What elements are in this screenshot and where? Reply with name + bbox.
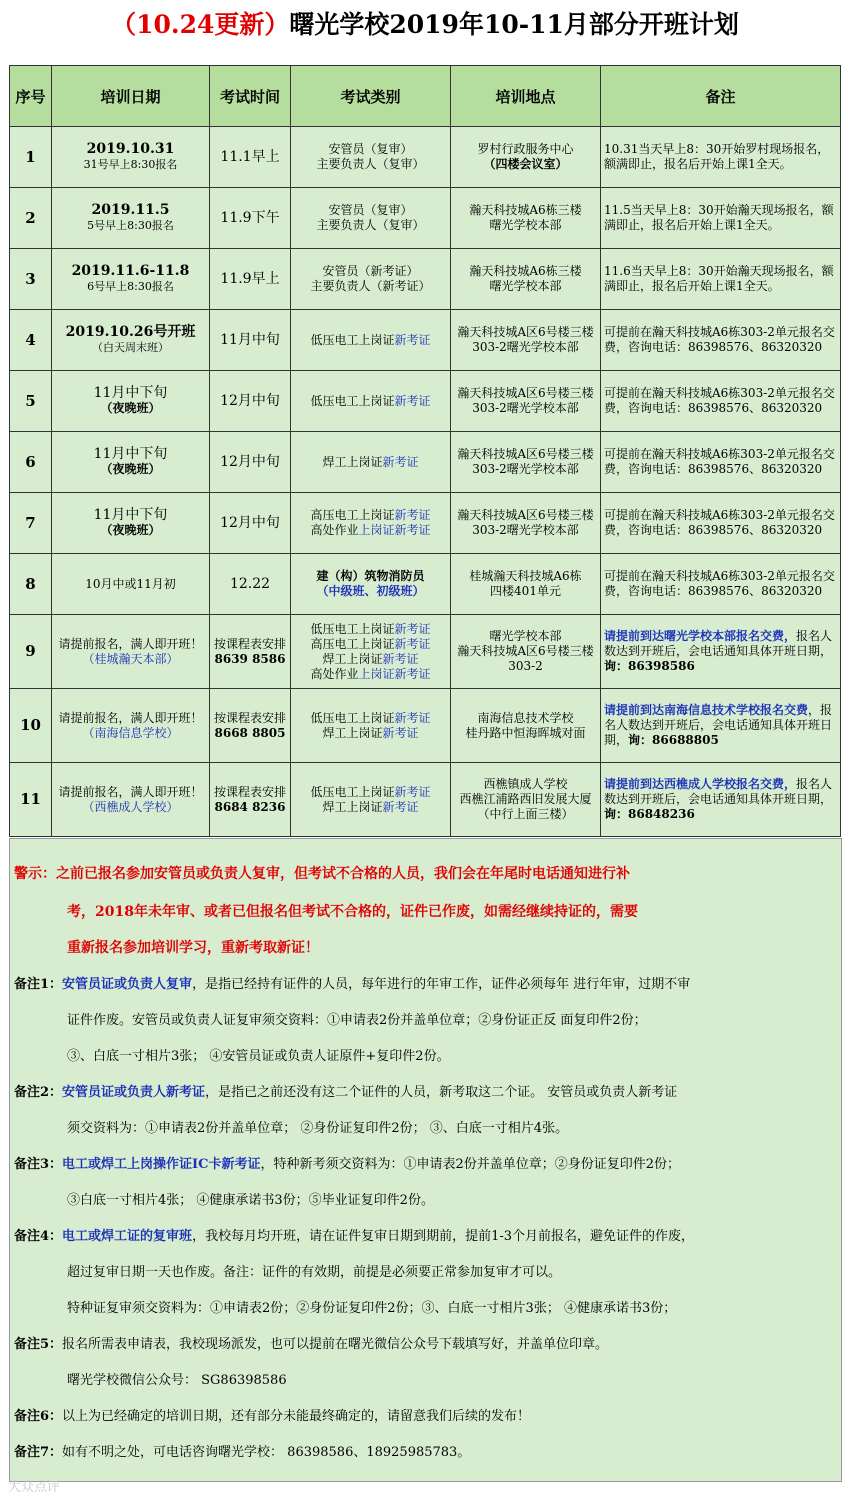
table-row: [10, 249, 841, 310]
row-category: [291, 310, 451, 371]
category-line: [294, 667, 447, 682]
row-exam: 12月中旬: [210, 371, 291, 432]
row-note: [601, 763, 841, 837]
remark-text: ，是指已之前还没有这二个证件的人员，新考取这二个证。 安管员或负责人新考证: [205, 1085, 678, 1100]
date-sub: （西樵成人学校）: [82, 799, 179, 814]
category-highlight: 新考证: [394, 710, 431, 725]
location-line: 瀚天科技城A6栋三楼: [469, 264, 582, 278]
table-header-row: [10, 66, 841, 127]
location-line: 曙光学校本部: [489, 279, 562, 293]
row-note: 可提前在瀚天科技城A6栋303-2单元报名交费，咨询电话：86398576、86320320: [601, 493, 841, 554]
row-exam: 11.1早上: [210, 127, 291, 188]
table-row: [10, 188, 841, 249]
remark-label: 备注3：: [14, 1157, 63, 1172]
category-text: 焊工上岗证: [322, 651, 383, 666]
row-location: [451, 249, 601, 310]
schedule-table: [9, 65, 841, 837]
category-highlight: 新考证: [394, 393, 431, 408]
location-line: （中行上面三楼）: [477, 807, 574, 821]
category-line: [294, 726, 447, 741]
note-text: 报名人数达到开班后，会电话通知具体开班日期，: [604, 629, 833, 658]
category-line: [294, 711, 447, 726]
row-date: [52, 188, 210, 249]
category-text: 焊工上岗证: [322, 799, 383, 814]
location-line: 303-2曙光学校本部: [472, 462, 579, 476]
location-line: （四楼会议室）: [483, 157, 568, 171]
category-text: 高处作业: [310, 523, 359, 537]
remark-highlight: 安管员证或负责人新考证: [62, 1085, 206, 1100]
remark-3-line-2: ③白底一寸相片4张； ④健康承诺书3份；⑤毕业证复印件2份。: [67, 1193, 434, 1208]
remark-text: ，是指已经持有证件的人员，每年进行的年审工作，证件必须每年 进行年审，过期不审: [192, 977, 691, 992]
category-highlight: 新考证: [382, 725, 419, 740]
wechat-account: 曙光学校微信公众号： SG86398586: [67, 1373, 287, 1388]
note-text: 报名人数达到开班后，会电话通知具体开班日期，: [604, 777, 833, 806]
category-text: 低压电工上岗证: [310, 710, 395, 725]
category-highlight: 新考证: [394, 636, 431, 651]
date-sub: （桂城瀚天本部）: [82, 651, 179, 666]
row-category: [291, 615, 451, 689]
remark-5: [14, 1333, 837, 1352]
location-line: 瀚天科技城A区6号楼三楼: [457, 386, 594, 400]
row-date: [52, 689, 210, 763]
table-row: [10, 689, 841, 763]
category-text: 高处作业: [310, 666, 359, 681]
row-seq: 8: [10, 554, 52, 615]
remark-highlight: 电工或焊工证的复审班: [62, 1229, 193, 1244]
row-seq: 4: [10, 310, 52, 371]
category-line: 安管员（复审）: [328, 142, 413, 156]
category-highlight: 新考证: [394, 508, 431, 522]
row-seq: 3: [10, 249, 52, 310]
row-location: [451, 554, 601, 615]
remark-text: ，特种新考须交资料为：①申请表2份并盖单位章；②身份证复印件2份；: [260, 1157, 681, 1172]
remark-text: 以上为已经确定的培训日期，还有部分未能最终确定的，请留意我们后续的发布！: [62, 1409, 531, 1424]
row-note: 可提前在瀚天科技城A6栋303-2单元报名交费，咨询电话：86398576、86320320: [601, 310, 841, 371]
location-line: 桂城瀚天科技城A6栋: [469, 569, 582, 583]
row-location: [451, 615, 601, 689]
row-category: [291, 493, 451, 554]
date-main: 11月中下旬: [93, 507, 168, 523]
row-location: [451, 127, 601, 188]
location-line: 瀚天科技城A区6号楼三楼: [457, 508, 594, 522]
category-line: （中级班、初级班）: [316, 584, 425, 598]
date-main: 2019.11.5: [91, 202, 170, 218]
row-seq: 10: [10, 689, 52, 763]
header-category: 考试类别: [291, 66, 451, 127]
watermark: 大众点评: [8, 1480, 61, 1495]
exam-phone: 8684 8236: [214, 799, 286, 814]
location-line: 西樵镇成人学校: [483, 777, 568, 791]
row-note: 可提前在瀚天科技城A6栋303-2单元报名交费，咨询电话：86398576、86320320: [601, 432, 841, 493]
note-phone: 询：86848236: [604, 807, 695, 821]
row-category: [291, 763, 451, 837]
row-note: 11.6当天早上8：30开始瀚天现场报名，额满即止，报名后开始上课1全天。: [601, 249, 841, 310]
row-date: [52, 310, 210, 371]
exam-text: 按课程表安排: [213, 710, 286, 725]
remark-1: [14, 973, 837, 992]
row-exam: 11月中旬: [210, 310, 291, 371]
remark-text: 如有不明之处，可电话咨询曙光学校： 86398586、18925985783。: [62, 1445, 471, 1460]
row-date: [52, 127, 210, 188]
date-sub: 31号早上8:30报名: [83, 158, 178, 171]
category-line: 建（构）筑物消防员: [316, 569, 425, 583]
date-main: 请提前报名，满人即开班！: [58, 636, 203, 651]
header-date: 培训日期: [52, 66, 210, 127]
date-sub: （夜晚班）: [100, 462, 161, 476]
row-note: 11.5当天早上8：30开始瀚天现场报名，额满即止，报名后开始上课1全天。: [601, 188, 841, 249]
category-line: [294, 637, 447, 652]
date-main: 10月中或11月初: [85, 576, 176, 591]
header-seq: 序号: [10, 66, 52, 127]
header-location: 培训地点: [451, 66, 601, 127]
remark-label: 备注1：: [14, 977, 63, 992]
category-line: 主要负责人（复审）: [316, 218, 425, 232]
note-highlight: 请提前到达曙光学校本部报名交费，: [604, 629, 797, 643]
category-line: 主要负责人（新考证）: [310, 279, 431, 293]
location-line: 罗村行政服务中心: [477, 142, 574, 156]
category-text: 低压电工上岗证: [310, 621, 395, 636]
category-highlight: 新考证: [382, 651, 419, 666]
row-seq: 11: [10, 763, 52, 837]
remark-4-line-3: 特种证复审须交资料为：①申请表2份；②身份证复印件2份；③、白底一寸相片3张； ④健康承诺书3份；: [67, 1301, 677, 1316]
exam-text: 按课程表安排: [213, 784, 286, 799]
category-highlight: 上岗证新考证: [358, 666, 431, 681]
date-sub: （夜晚班）: [100, 523, 161, 537]
remark-label: 备注6：: [14, 1409, 63, 1424]
remark-2-line-2: 须交资料为：①申请表2份并盖单位章； ②身份证复印件2份； ③、白底一寸相片4张。: [67, 1121, 569, 1136]
notes-section: [9, 838, 842, 1482]
remark-label: 备注4：: [14, 1229, 63, 1244]
category-text: 低压电工上岗证: [310, 784, 395, 799]
category-highlight: 上岗证新考证: [358, 523, 431, 537]
date-sub: （白天周末班）: [92, 341, 169, 354]
exam-text: 按课程表安排: [213, 636, 286, 651]
table-row: [10, 554, 841, 615]
location-line: 303-2曙光学校本部: [472, 340, 579, 354]
row-seq: 7: [10, 493, 52, 554]
date-main: 11月中下旬: [93, 385, 168, 401]
row-seq: 1: [10, 127, 52, 188]
row-note: 可提前在瀚天科技城A6栋303-2单元报名交费，咨询电话：86398576、86320320: [601, 371, 841, 432]
category-text: 焊工上岗证: [322, 725, 383, 740]
row-exam: [210, 615, 291, 689]
note-phone: 询：86398586: [604, 659, 695, 673]
table-row: [10, 432, 841, 493]
date-sub: 5号早上8:30报名: [87, 219, 174, 232]
remark-1-line-2: 证件作废。安管员或负责人证复审须交资料：①申请表2份并盖单位章；②身份证正反 面复印件2份；: [67, 1013, 647, 1028]
row-note: 可提前在瀚天科技城A6栋303-2单元报名交费，咨询电话：86398576、86320320: [601, 554, 841, 615]
remark-1-line-3: ③、白底一寸相片3张； ④安管员证或负责人证原件+复印件2份。: [67, 1049, 450, 1064]
row-category: [291, 249, 451, 310]
remark-4-line-2: 超过复审日期一天也作废。备注：证件的有效期，前提是必须要正常参加复审才可以。: [67, 1265, 562, 1280]
location-line: 曙光学校本部: [489, 218, 562, 232]
row-date: [52, 615, 210, 689]
location-line: 南海信息技术学校: [477, 710, 574, 725]
table-row: [10, 127, 841, 188]
row-exam: 12月中旬: [210, 493, 291, 554]
remark-label: 备注2：: [14, 1085, 63, 1100]
date-main: 2019.11.6-11.8: [71, 263, 190, 279]
row-date: [52, 763, 210, 837]
category-highlight: 新考证: [382, 454, 419, 469]
row-location: [451, 188, 601, 249]
warning-line-1: 警示：之前已报名参加安管员或负责人复审，但考试不合格的人员，我们会在年尾时电话通知进行补: [14, 866, 630, 882]
location-line: 西樵江浦路西旧发展大厦: [459, 792, 592, 806]
category-line: [294, 523, 447, 538]
row-category: [291, 432, 451, 493]
location-line: 曙光学校本部: [489, 629, 562, 643]
date-sub: （南海信息学校）: [82, 725, 179, 740]
category-line: 安管员（新考证）: [322, 264, 419, 278]
row-category: [291, 127, 451, 188]
row-location: [451, 310, 601, 371]
exam-phone: 8639 8586: [214, 651, 286, 666]
category-text: 高压电工上岗证: [310, 508, 395, 522]
remark-highlight: 电工或焊工上岗操作证IC卡新考证: [62, 1157, 261, 1172]
location-line: 303-2: [508, 659, 543, 673]
location-line: 四楼401单元: [490, 584, 561, 598]
date-main: 2019.10.26号开班: [65, 324, 196, 340]
row-location: [451, 371, 601, 432]
date-main: 请提前报名，满人即开班！: [58, 710, 203, 725]
table-row: [10, 310, 841, 371]
category-text: 低压电工上岗证: [310, 393, 395, 408]
row-note: [601, 689, 841, 763]
date-main: 请提前报名，满人即开班！: [58, 784, 203, 799]
header-exam: 考试时间: [210, 66, 291, 127]
row-category: [291, 188, 451, 249]
title-text: 曙光学校2019年10-11月部分开班计划: [289, 10, 739, 39]
header-note: 备注: [601, 66, 841, 127]
row-note: [601, 615, 841, 689]
table-row: [10, 615, 841, 689]
category-highlight: 新考证: [394, 621, 431, 636]
location-line: 303-2曙光学校本部: [472, 523, 579, 537]
row-exam: 12月中旬: [210, 432, 291, 493]
category-line: [294, 800, 447, 815]
row-exam: [210, 763, 291, 837]
row-date: [52, 249, 210, 310]
row-location: [451, 763, 601, 837]
row-seq: 2: [10, 188, 52, 249]
row-exam: 11.9下午: [210, 188, 291, 249]
remark-4: [14, 1225, 837, 1244]
row-note: 10.31当天早上8：30开始罗村现场报名，额满即止，报名后开始上课1全天。: [601, 127, 841, 188]
category-line: [294, 508, 447, 523]
date-sub: （夜晚班）: [100, 401, 161, 415]
category-line: 安管员（复审）: [328, 203, 413, 217]
location-line: 瀚天科技城A区6号楼三楼: [457, 325, 594, 339]
note-highlight: 请提前到达西樵成人学校报名交费，: [604, 777, 797, 791]
note-highlight: 请提前到达南海信息技术学校报名交费: [604, 703, 809, 717]
note-text: ，报名人数达到开班后，会电话通知具体开班日期，: [604, 703, 833, 747]
remark-3: [14, 1153, 837, 1172]
row-seq: 9: [10, 615, 52, 689]
remark-label: 备注7：: [14, 1445, 63, 1460]
location-line: 瀚天科技城A6栋三楼: [469, 203, 582, 217]
warning-line-3: 重新报名参加培训学习，重新考取新证！: [67, 940, 319, 956]
row-location: [451, 432, 601, 493]
row-category: [291, 554, 451, 615]
row-exam: 11.9早上: [210, 249, 291, 310]
row-date: [52, 493, 210, 554]
remark-label: 备注5：: [14, 1337, 63, 1352]
category-text: 焊工上岗证: [322, 454, 383, 469]
row-date: [52, 432, 210, 493]
date-main: 2019.10.31: [86, 141, 175, 157]
row-location: [451, 689, 601, 763]
date-sub: 6号早上8:30报名: [87, 280, 174, 293]
row-location: [451, 493, 601, 554]
warning-line-2: 考，2018年未年审、或者已但报名但考试不合格的，证件已作废，如需经继续持证的，需要: [67, 904, 638, 920]
category-highlight: 新考证: [382, 799, 419, 814]
category-line: [294, 785, 447, 800]
category-line: [294, 622, 447, 637]
category-line: 主要负责人（复审）: [316, 157, 425, 171]
remark-2: [14, 1081, 837, 1100]
row-exam: 12.22: [210, 554, 291, 615]
row-date: [52, 554, 210, 615]
page-title: [0, 0, 850, 50]
remark-6: [14, 1405, 837, 1424]
category-highlight: 新考证: [394, 784, 431, 799]
category-line: [294, 652, 447, 667]
update-tag: （10.24更新）: [111, 10, 290, 39]
row-date: [52, 371, 210, 432]
exam-phone: 8668 8805: [214, 725, 286, 740]
note-phone: 询：86688805: [628, 733, 719, 747]
category-text: 高压电工上岗证: [310, 636, 395, 651]
location-line: 桂丹路中恒海晖城对面: [465, 725, 586, 740]
row-category: [291, 689, 451, 763]
location-line: 瀚天科技城A区6号楼三楼: [457, 644, 594, 658]
category-highlight: 新考证: [394, 332, 431, 347]
category-text: 低压电工上岗证: [310, 332, 395, 347]
row-seq: 6: [10, 432, 52, 493]
remark-highlight: 安管员证或负责人复审: [62, 977, 193, 992]
table-row: [10, 763, 841, 837]
table-row: [10, 371, 841, 432]
row-seq: 5: [10, 371, 52, 432]
row-exam: [210, 689, 291, 763]
table-row: [10, 493, 841, 554]
date-main: 11月中下旬: [93, 446, 168, 462]
row-category: [291, 371, 451, 432]
remark-text: ，我校每月均开班，请在证件复审日期到期前，提前1-3个月前报名，避免证件的作废，: [192, 1229, 694, 1244]
location-line: 303-2曙光学校本部: [472, 401, 579, 415]
remark-7: [14, 1441, 837, 1460]
remark-text: 报名所需表申请表，我校现场派发，也可以提前在曙光微信公众号下载填写好，并盖单位印章。: [62, 1337, 609, 1352]
location-line: 瀚天科技城A区6号楼三楼: [457, 447, 594, 461]
